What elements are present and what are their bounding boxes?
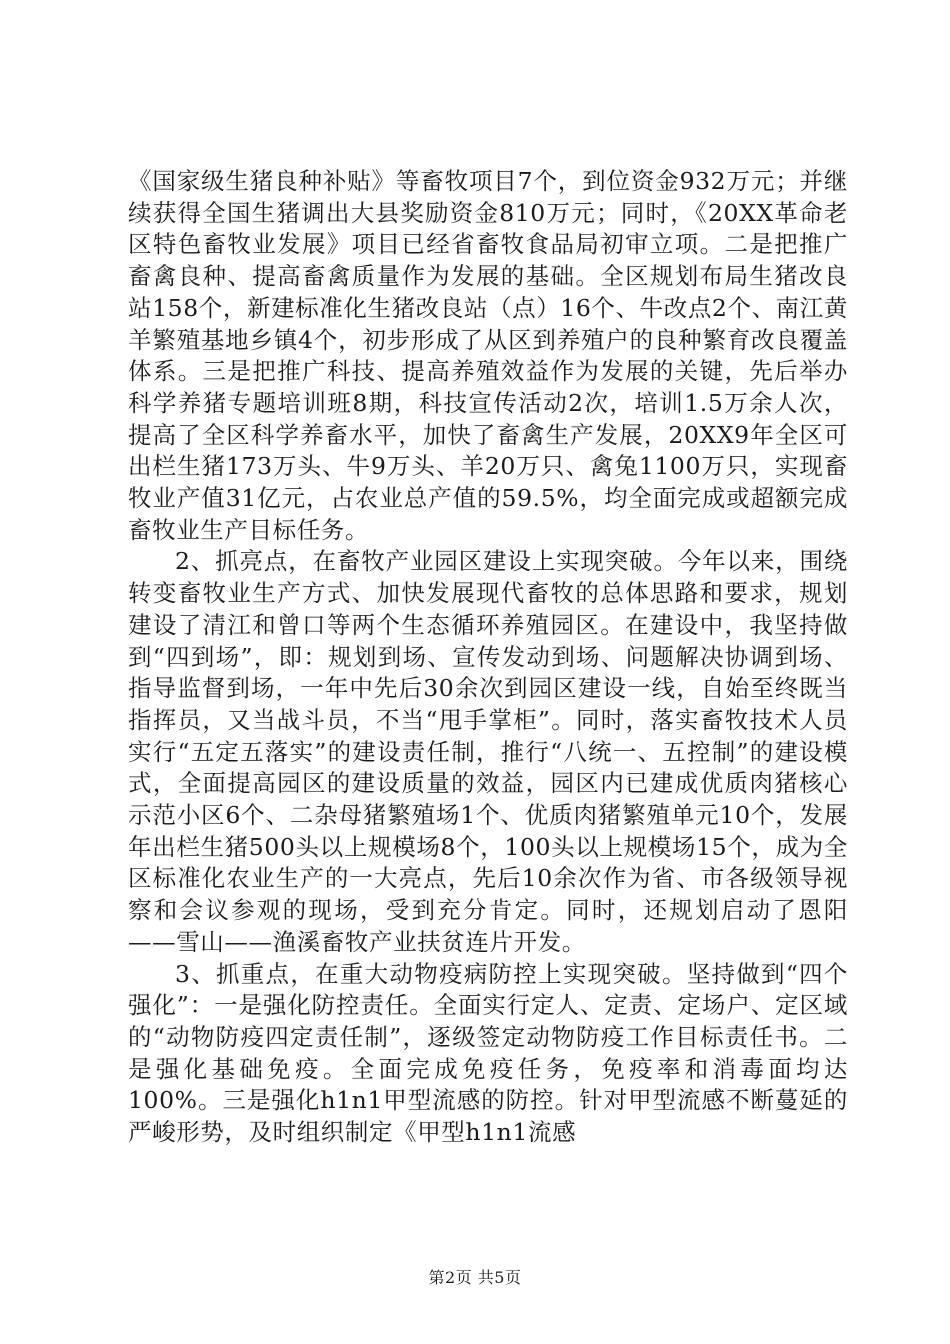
page-number-label: 第2页 共5页 — [428, 1268, 522, 1287]
paragraph-1: 《国家级生猪良种补贴》等畜牧项目7个，到位资金932万元；并继续获得全国生猪调出大县奖励资金810万元；同时，《20XX革命老区特色畜牧业发展》项目已经省畜牧食品局初审立项。二是把推广畜禽良种、提高畜禽质量作为发展的基础。全区规划布局生猪改良站158个，新建标准化生猪改良站（点）16个、牛改点2个、南江黄羊繁殖基地乡镇4个，初步形成了从区到养殖户的良种繁育改良覆盖体系。三是把推广科技、提高养殖效益作为发展的关键，先后举办科学养猪专题培训班8期，科技宣传活动2次，培训1.5万余人次，提高了全区科学养畜水平，加快了畜禽生产发展，20XX9年全区可出栏生猪173万头、牛9万头、羊20万只、禽兔1100万只，实现畜牧业产值31亿元，占农业总产值的59.5%，均全面完成或超额完成畜牧业生产目标任务。 — [128, 167, 848, 544]
document-body — [128, 166, 848, 1149]
page-footer — [0, 1268, 950, 1288]
paragraph-2: 2、抓亮点，在畜牧产业园区建设上实现突破。今年以来，围绕转变畜牧业生产方式、加快发展现代畜牧的总体思路和要求，规划建设了清江和曾口等两个生态循环养殖园区。在建设中，我坚持做到“四到场”，即：规划到场、宣传发动到场、问题解决协调到场、指导监督到场，一年中先后30余次到园区建设一线，自始至终既当指挥员，又当战斗员，不当“甩手掌柜”。同时，落实畜牧技术人员实行“五定五落实”的建设责任制，推行“八统一、五控制”的建设模式，全面提高园区的建设质量的效益，园区内已建成优质肉猪核心示范小区6个、二杂母猪繁殖场1个、优质肉猪繁殖单元10个，发展年出栏生猪500头以上规模场8个，100头以上规模场15个，成为全区标准化农业生产的一大亮点，先后10余次作为省、市各级领导视察和会议参观的现场，受到充分肯定。同时，还规划启动了恩阳——雪山——渔溪畜牧产业扶贫连片开发。 — [128, 547, 848, 956]
paragraph-3: 3、抓重点，在重大动物疫病防控上实现突破。坚持做到“四个强化”：一是强化防控责任。全面实行定人、定责、定场户、定区域的“动物防疫四定责任制”，逐级签定动物防疫工作目标责任书。二是强化基础免疫。全面完成免疫任务，免疫率和消毒面均达100%。三是强化h1n1甲型流感的防控。针对甲型流感不断蔓延的严峻形势，及时组织制定《甲型h1n1流感 — [128, 959, 848, 1147]
